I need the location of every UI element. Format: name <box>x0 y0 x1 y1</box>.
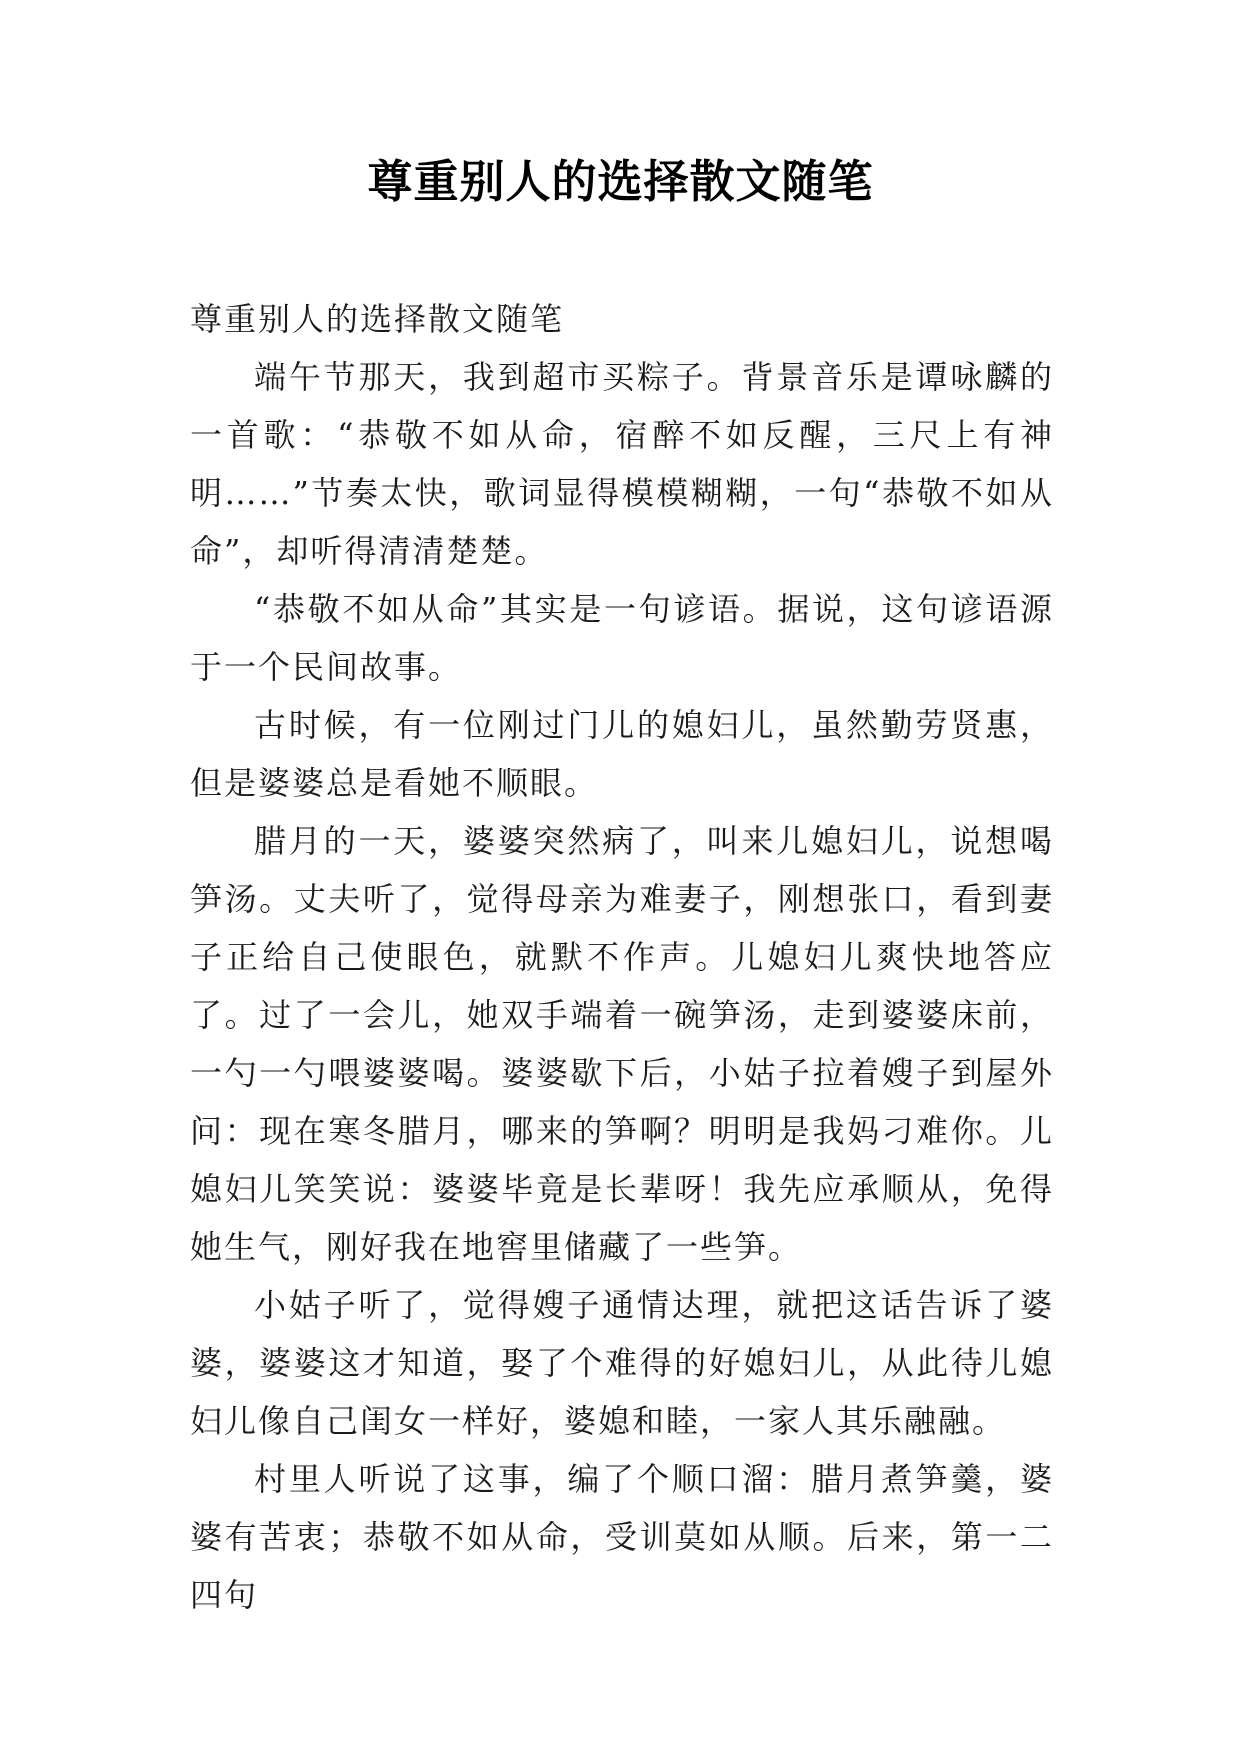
document-title: 尊重别人的选择散文随笔 <box>367 155 874 208</box>
paragraph-2: “恭敬不如从命”其实是一句谚语。据说，这句谚语源于一个民间故事。 <box>190 590 1054 686</box>
paragraph-5: 小姑子听了，觉得嫂子通情达理，就把这话告诉了婆婆，婆婆这才知道，娶了个难得的好媳妇儿，从此待儿媳妇儿像自己闺女一样好，婆媳和睦，一家人其乐融融。 <box>190 1286 1054 1440</box>
document-body <box>190 290 1054 1624</box>
paragraph-6: 村里人听说了这事，编了个顺口溜：腊月煮笋羹，婆婆有苦衷；恭敬不如从命，受训莫如从顺。后来，第一二四句 <box>190 1460 1054 1614</box>
paragraph-3: 古时候，有一位刚过门儿的媳妇儿，虽然勤劳贤惠，但是婆婆总是看她不顺眼。 <box>190 706 1054 802</box>
paragraph-4: 腊月的一天，婆婆突然病了，叫来儿媳妇儿，说想喝笋汤。丈夫听了，觉得母亲为难妻子，刚想张口，看到妻子正给自己使眼色，就默不作声。儿媳妇儿爽快地答应了。过了一会儿，她双手端着一碗笋汤，走到婆婆床前，一勺一勺喂婆婆喝。婆婆歇下后，小姑子拉着嫂子到屋外问：现在寒冬腊月，哪来的笋啊？明明是我妈刁难你。儿媳妇儿笑笑说：婆婆毕竟是长辈呀！我先应承顺从，免得她生气，刚好我在地窖里储藏了一些笋。 <box>190 822 1054 1266</box>
paragraph-1: 端午节那天，我到超市买粽子。背景音乐是谭咏麟的一首歌：“恭敬不如从命，宿醉不如反醒，三尺上有神明……”节奏太快，歌词显得模模糊糊，一句“恭敬不如从命”，却听得清清楚楚。 <box>190 358 1054 570</box>
document-subtitle: 尊重别人的选择散文随笔 <box>190 300 565 338</box>
